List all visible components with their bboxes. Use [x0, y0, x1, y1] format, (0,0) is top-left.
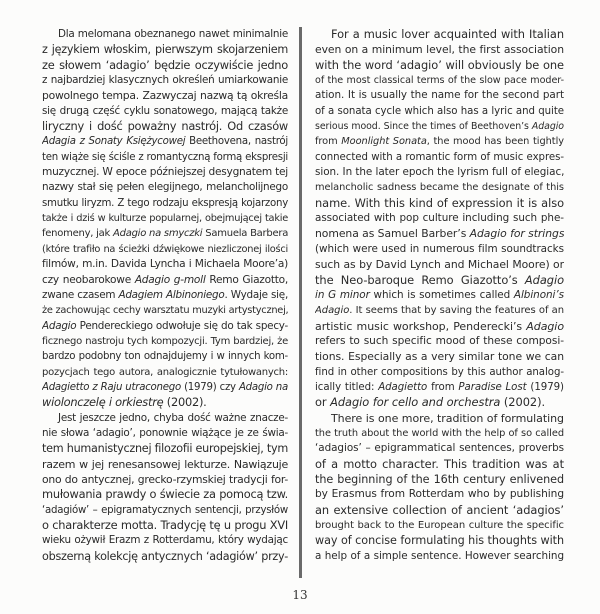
text-segment: by Erasmus from Rotterdam who by publishing: [315, 488, 564, 501]
text-segment: ‘adagios’ – epigrammatical sentences, proverbs: [315, 442, 564, 455]
text-line: [315, 226, 564, 241]
text-segment: find in other compositions by this author analog-: [315, 366, 564, 378]
text-segment: name. With this kind of expression it is also: [315, 195, 564, 210]
text-line: [315, 334, 564, 349]
text-line: [42, 226, 288, 241]
text-line: [42, 503, 288, 518]
italic-title: Adagio: [315, 305, 350, 317]
text-line: [315, 303, 564, 318]
text-segment: Remo Giazotto,: [205, 273, 288, 286]
text-segment: sion. In the later epoch the lyrism full of elegiac,: [315, 166, 564, 179]
text-segment: from: [315, 136, 342, 148]
text-segment: (1979) czy: [180, 381, 239, 393]
italic-title: Adagio: [531, 121, 564, 133]
text-segment: fenomeny, jak: [42, 228, 114, 240]
text-line: [315, 165, 564, 180]
text-line: [42, 58, 288, 73]
text-segment: (2002).: [500, 395, 546, 410]
text-segment: ically titled:: [315, 381, 379, 393]
text-line: [315, 211, 564, 226]
text-segment: (które trafiło na ścieżki dźwiękowe niezliczonej ilości: [42, 243, 288, 255]
italic-title: wiolonczelę i orkiestrę: [42, 395, 164, 410]
text-line: [42, 42, 288, 57]
text-segment: an extensive collection of ancient ‘adagios’: [315, 502, 564, 517]
text-segment: wieku ożywił Erazm z Rotterdamu, który wydając: [42, 534, 288, 547]
text-segment: nomena as Samuel Barber’s: [315, 227, 470, 241]
text-line: [315, 58, 564, 73]
text-segment: bardzo podobny ton odnajdujemy i w innych kom-: [42, 351, 288, 363]
text-segment: brought back to the European culture the specific: [315, 520, 564, 531]
text-line: [315, 457, 564, 472]
text-line: [42, 411, 288, 426]
text-line: [315, 150, 564, 165]
text-line: [42, 73, 288, 88]
text-line: [315, 533, 564, 548]
text-line: [42, 119, 288, 134]
text-line: [42, 150, 288, 165]
text-line: [42, 319, 288, 334]
text-line: [315, 319, 564, 334]
text-segment: filmów, m.in. Davida Lyncha i Michaela Moore’a): [42, 258, 288, 271]
text-line: [315, 42, 564, 57]
text-segment: także i dziś w kulturze popularnej, obejmującej takie: [42, 213, 288, 225]
text-segment: a help of a simple sentence. However searching: [315, 549, 564, 562]
text-line: [315, 119, 564, 134]
text-segment: Samuela Barbera: [202, 228, 288, 240]
text-line: [315, 73, 564, 88]
text-segment: such as by David Lynch and Michael Moore) or: [315, 258, 564, 272]
text-segment: liryczny i dość poważny nastrój. Od czasów: [42, 119, 288, 134]
text-line: [315, 134, 564, 149]
text-line: [42, 472, 288, 487]
text-line: [315, 380, 564, 395]
text-segment: czy neobarokowe: [42, 273, 135, 286]
text-segment: serious mood. Since the times of Beethoven’s: [315, 121, 532, 133]
text-line: [315, 411, 564, 426]
text-line: [42, 27, 288, 42]
text-line: [315, 196, 564, 211]
italic-title: Adagiem Albinoniego: [118, 288, 225, 301]
text-segment: obszerną kolekcję antycznych ‘adagiów’ przy-: [42, 549, 288, 563]
text-segment: z językiem włoskim, pierwszym skojarzeniem: [42, 43, 288, 57]
text-segment: ono do antycznej, grecko-rzymskiej tradycji for-: [42, 472, 288, 486]
text-segment: ficznego nastroju tych kompozycji. Tym bardziej, że: [42, 335, 288, 347]
page-number: 13: [292, 588, 308, 602]
text-line: [315, 288, 564, 303]
text-segment: się drugą część cyklu sonatowego, mającą także: [42, 104, 288, 117]
text-line: [42, 88, 288, 103]
text-segment: powolnego tempa. Zazwyczaj nazwą tą określa: [42, 89, 288, 103]
text-line: [315, 549, 564, 564]
text-segment: melancholic sadness became the designate of this: [315, 182, 564, 194]
text-line: [42, 365, 288, 380]
italic-title: Adagio na: [238, 381, 288, 393]
text-segment: of the most classical terms of the slow pace moder-: [315, 75, 564, 87]
text-segment: with the word ‘adagio’ will obviously be one: [315, 57, 564, 72]
text-line: [42, 349, 288, 364]
text-line: [315, 180, 564, 195]
text-line: [42, 242, 288, 257]
text-line: [42, 549, 288, 564]
text-line: [42, 288, 288, 303]
text-segment: artistic music workshop, Penderecki’s: [315, 319, 527, 333]
text-segment: pozycjach tego autora, analogicznie tytułowanych:: [42, 366, 288, 378]
text-line: [42, 518, 288, 533]
english-text-column: [315, 27, 564, 564]
text-line: [42, 273, 288, 288]
italic-title: Adagio for cello and orchestra: [330, 395, 501, 410]
text-segment: For a music lover acquainted with Italian: [331, 27, 564, 41]
text-segment: o charakterze motta. Tradycję tę u progu XVI: [42, 518, 288, 532]
text-segment: zwane czasem: [42, 288, 119, 301]
text-line: [315, 441, 564, 456]
text-segment: tem humanistycznej filozofii europejskiej, tym: [42, 442, 288, 456]
text-segment: even on a minimum level, the first association: [315, 43, 564, 57]
text-line: [315, 472, 564, 487]
italic-title: Adagio na smyczki: [113, 228, 203, 240]
text-line: [42, 533, 288, 548]
italic-title: Paradise Lost: [458, 381, 527, 393]
text-line: [42, 196, 288, 211]
text-segment: nazwy stał się pełen elegijnego, melancholijnego: [42, 181, 288, 194]
text-line: [315, 257, 564, 272]
text-segment: Beethovena, nastrój: [185, 136, 288, 148]
text-segment: which is sometimes called: [369, 288, 514, 301]
text-segment: , the mood has been tightly: [426, 136, 564, 148]
text-line: [42, 441, 288, 456]
text-line: [42, 395, 288, 410]
text-line: [315, 503, 564, 518]
text-segment: ation. It is usually the name for the second part: [315, 89, 564, 102]
italic-title: Adagia z Sonaty Księżycowej: [42, 136, 186, 148]
text-line: [42, 257, 288, 272]
text-segment: z najbardziej klasycznych określeń umiarkowanie: [42, 74, 288, 87]
italic-title: Adagietto: [378, 381, 428, 393]
text-line: [315, 273, 564, 288]
text-segment: nie słowa ‘adagio’, ponownie wiążące je ze świa-: [42, 426, 288, 439]
text-segment: Jest jeszcze jedno, chyba dość ważne znacze-: [58, 411, 288, 424]
text-line: [42, 334, 288, 349]
text-segment: tions. Especially as a very similar tone we can: [315, 350, 564, 364]
text-line: [315, 88, 564, 103]
italic-title: Adagio: [42, 319, 77, 332]
text-line: [42, 211, 288, 226]
text-segment: the Neo-baroque Remo Giazotto’s: [315, 272, 525, 287]
text-segment: . It seems that by saving the features of an: [349, 305, 564, 317]
text-segment: associated with pop culture including such phe-: [315, 212, 564, 225]
text-line: [315, 349, 564, 364]
text-segment: of a sonata cycle which also has a lyric and quite: [315, 105, 564, 117]
column-divider: [299, 27, 302, 578]
text-segment: razem w jej renesansowej lekturze. Nawiązuje: [42, 457, 288, 471]
text-line: [42, 303, 288, 318]
text-segment: of a motto character. This tradition was at: [315, 456, 564, 471]
text-line: [42, 134, 288, 149]
italic-title: Adagio: [524, 272, 564, 287]
italic-title: Adagio for strings: [469, 227, 564, 241]
text-line: [42, 165, 288, 180]
text-line: [315, 27, 564, 42]
text-segment: Pendereckiego odwołuje się do tak specy-: [76, 319, 288, 332]
text-segment: the truth about the world with the help of so called: [315, 427, 564, 439]
text-segment: muzycznej. W epoce późniejszej desygnatem tej: [42, 166, 288, 179]
text-segment: from: [427, 381, 459, 393]
text-segment: There is one more, tradition of formulating: [331, 411, 564, 425]
italic-title: in G minor: [315, 288, 370, 301]
text-segment: or: [315, 395, 331, 410]
text-segment: ten wiąże się ściśle z romantyczną formą ekspresji: [42, 151, 288, 163]
text-segment: (2002).: [163, 395, 207, 410]
text-segment: smutku liryzm. Z tego rodzaju ekspresją kojarzony: [42, 197, 288, 209]
text-line: [42, 180, 288, 195]
text-line: [42, 380, 288, 395]
text-segment: refers to such specific mood of these composi-: [315, 334, 564, 347]
text-line: [42, 426, 288, 441]
text-line: [42, 487, 288, 502]
text-segment: ‘adagiów’ – epigramatycznych sentencji, przysłów: [42, 504, 288, 516]
text-segment: Dla melomana obeznanego nawet minimalnie: [58, 28, 288, 40]
text-line: [315, 518, 564, 533]
text-segment: ze słowem ‘adagio’ będzie oczywiście jedno: [42, 57, 288, 72]
text-line: [315, 104, 564, 119]
italic-title: Adagietto z Raju utraconego: [42, 381, 181, 393]
text-segment: mułowania prawdy o świecie za pomocą tzw.: [42, 487, 288, 502]
text-segment: the beginning of the 16th century enlivened: [315, 472, 564, 486]
text-line: [42, 457, 288, 472]
text-segment: (which were used in numerous film soundtracks: [315, 242, 564, 255]
polish-text-column: [42, 27, 288, 564]
italic-title: Adagio: [526, 319, 564, 333]
text-segment: . Wydaje się,: [224, 288, 288, 301]
text-line: [315, 242, 564, 257]
italic-title: Adagio g-moll: [134, 273, 206, 286]
text-line: [42, 104, 288, 119]
text-line: [315, 365, 564, 380]
text-segment: way of concise formulating his thoughts with: [315, 534, 564, 548]
text-line: [315, 426, 564, 441]
text-segment: (1979): [526, 381, 564, 393]
text-segment: connected with a romantic form of music expres-: [315, 151, 564, 163]
text-line: [315, 395, 564, 410]
text-line: [315, 487, 564, 502]
text-segment: że zachowując cechy warsztatu muzyki artystycznej,: [42, 305, 288, 317]
italic-title: Albinoni’s: [513, 288, 564, 301]
italic-title: Moonlight Sonata: [341, 136, 427, 148]
